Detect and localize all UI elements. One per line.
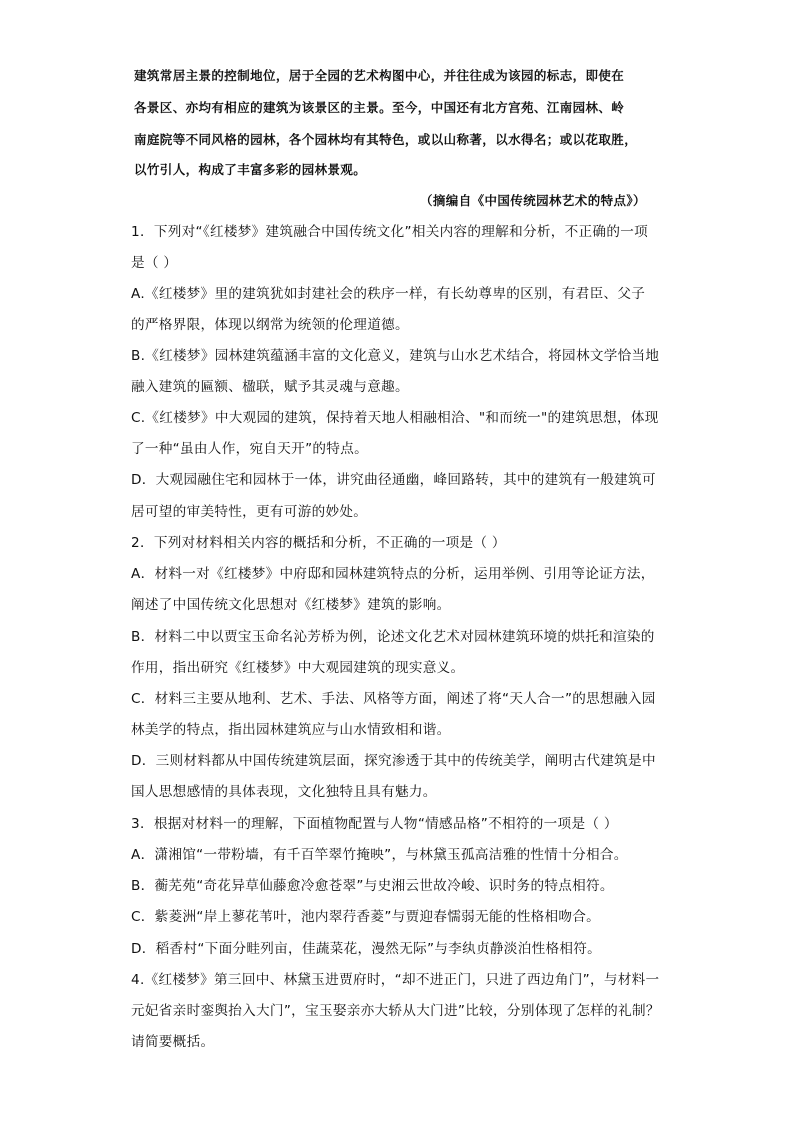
question-1-option-b: B.《红楼梦》园林建筑蕴涵丰富的文化意义，建筑与山水艺术结合，将园林文学恰当地 bbox=[131, 348, 660, 364]
question-3-option-d: D．稻香村“下面分畦列亩，佳蔬菜花，漫然无际”与李纨贞静淡泊性格相符。 bbox=[131, 941, 602, 957]
question-1-option-d: 居可望的审美特性，更有可游的妙处。 bbox=[131, 504, 368, 520]
question-4-stem: 请简要概括。 bbox=[131, 1034, 215, 1050]
question-2-stem: 2．下列对材料相关内容的概括和分析，不正确的一项是（ ） bbox=[131, 535, 506, 551]
question-3-option-a: A．潇湘馆“一带粉墙，有千百竿翠竹掩映”，与林黛玉孤高洁雅的性情十分相合。 bbox=[131, 847, 628, 863]
question-4-stem: 元妃省亲时銮舆抬入大门”，宝玉娶亲亦大轿从大门进”比较，分别体现了怎样的礼制？ bbox=[131, 1003, 660, 1019]
question-2-option-d: D．三则材料都从中国传统建筑层面，探究渗透于其中的传统美学，阐明古代建筑是中 bbox=[131, 753, 656, 769]
question-3-stem: 3．根据对材料一的理解，下面植物配置与人物“情感品格”不相符的一项是（ ） bbox=[131, 816, 618, 832]
question-1-option-c: C.《红楼梦》中大观园的建筑，保持着天地人相融相洽、"和而统一"的建筑思想，体现 bbox=[131, 410, 659, 426]
question-1-option-a: A.《红楼梦》里的建筑犹如封建社会的秩序一样，有长幼尊卑的区别，有君臣、父子 bbox=[131, 286, 646, 302]
excerpt-line: 以竹引人，构成了丰富多彩的园林景观。 bbox=[134, 162, 367, 177]
question-1-stem: 1．下列对“《红楼梦》建筑融合中国传统文化”相关内容的理解和分析，不正确的一项 bbox=[131, 224, 649, 240]
question-1-option-b: 融入建筑的匾额、楹联，赋予其灵魂与意趣。 bbox=[131, 379, 409, 395]
question-4-stem: 4.《红楼梦》第三回中、林黛玉进贾府时，“却不进正门，只进了西边角门”，与材料一 bbox=[131, 972, 660, 988]
question-1-option-c: 了一种“虽由人作，宛自天开”的特点。 bbox=[131, 441, 368, 457]
excerpt-line: 建筑常居主景的控制地位，居于全园的艺术构图中心，并往往成为该园的标志，即使在 bbox=[134, 68, 625, 83]
excerpt-line: 各景区、亦均有相应的建筑为该景区的主景。至今，中国还有北方宫苑、江南园林、岭 bbox=[134, 100, 625, 115]
question-2-option-a: A．材料一对《红楼梦》中府邸和园林建筑特点的分析，运用举例、引用等论证方法， bbox=[131, 566, 655, 582]
question-3-option-b: B．蘅芜苑“奇花异草仙藤愈冷愈苍翠”与史湘云世故冷峻、识时务的特点相符。 bbox=[131, 878, 614, 894]
question-2-option-b: B．材料二中以贾宝玉命名沁芳桥为例，论述文化艺术对园林建筑环境的烘托和渲染的 bbox=[131, 629, 655, 645]
excerpt-line: 南庭院等不同风格的园林，各个园林均有其特色，或以山称著，以水得名；或以花取胜， bbox=[134, 132, 638, 147]
question-2-option-c: C．材料三主要从地利、艺术、手法、风格等方面，阐述了将“天人合一”的思想融入园 bbox=[131, 691, 656, 707]
question-3-option-c: C．紫菱洲“岸上蓼花苇叶，池内翠荇香菱”与贾迎春懦弱无能的性格相吻合。 bbox=[131, 909, 601, 925]
question-2-option-c: 林美学的特点，指出园林建筑应与山水情致相和谐。 bbox=[131, 722, 451, 738]
question-1-option-d: D．大观园融住宅和园林于一体，讲究曲径通幽，峰回路转，其中的建筑有一般建筑可 bbox=[131, 472, 656, 488]
question-2-option-a: 阐述了中国传统文化思想对《红楼梦》建筑的影响。 bbox=[131, 597, 451, 613]
question-1-stem: 是（ ） bbox=[131, 255, 178, 271]
excerpt-source: （摘编自《中国传统园林艺术的特点》） bbox=[420, 193, 646, 208]
question-1-option-a: 的严格界限，体现以纲常为统领的伦理道德。 bbox=[131, 317, 409, 333]
question-2-option-b: 作用，指出研究《红楼梦》中大观园建筑的现实意义。 bbox=[131, 660, 465, 676]
question-2-option-d: 国人思想感情的具体表现，文化独特且具有魅力。 bbox=[131, 784, 437, 800]
